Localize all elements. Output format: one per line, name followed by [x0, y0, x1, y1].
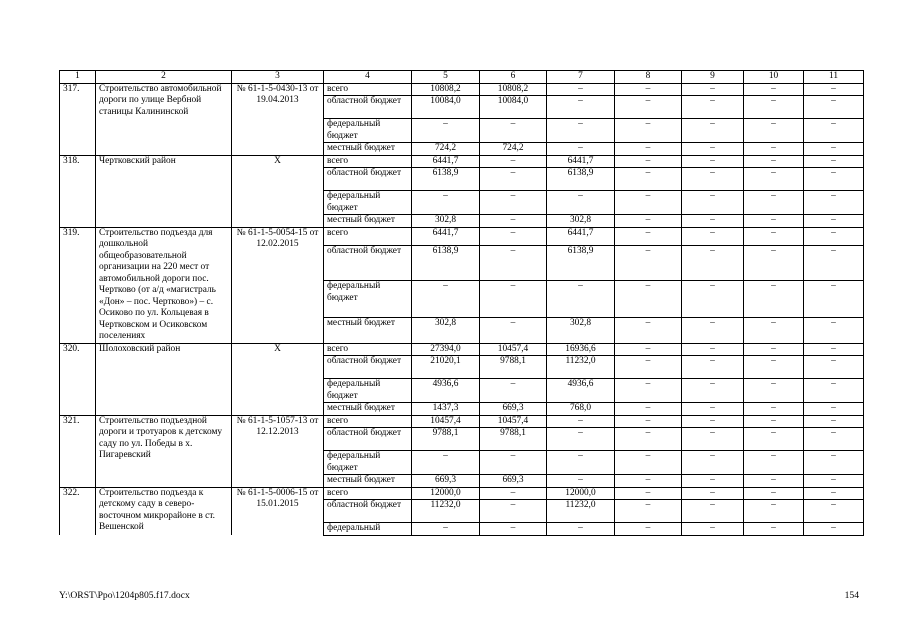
object-name: Шолоховский район — [96, 343, 232, 415]
value-cell: 9788,1 — [480, 428, 547, 451]
funding-source: всего — [324, 83, 412, 96]
value-cell: 4936,6 — [412, 379, 480, 403]
value-cell: – — [480, 215, 547, 228]
funding-source: федеральный — [324, 523, 412, 536]
value-cell: – — [480, 281, 547, 317]
value-cell: – — [480, 317, 547, 343]
value-cell: – — [682, 168, 744, 191]
value-cell: 1437,3 — [412, 403, 480, 416]
value-cell: – — [804, 143, 864, 156]
column-header: 11 — [804, 71, 864, 84]
budget-table — [59, 70, 864, 536]
column-header: 1 — [60, 71, 96, 84]
value-cell: – — [682, 428, 744, 451]
value-cell: 724,2 — [480, 143, 547, 156]
value-cell: – — [744, 155, 804, 168]
value-cell: 6441,7 — [412, 155, 480, 168]
value-cell: – — [480, 487, 547, 500]
object-name: Чертковский район — [96, 155, 232, 227]
value-cell: – — [804, 83, 864, 96]
value-cell: – — [615, 356, 682, 379]
value-cell: – — [744, 343, 804, 356]
value-cell: – — [615, 487, 682, 500]
value-cell: 11232,0 — [547, 356, 615, 379]
value-cell: – — [682, 403, 744, 416]
value-cell: – — [615, 343, 682, 356]
value-cell: – — [804, 487, 864, 500]
funding-source: областной бюджет — [324, 428, 412, 451]
value-cell: 6441,7 — [547, 227, 615, 246]
value-cell: – — [804, 356, 864, 379]
value-cell: 302,8 — [547, 215, 615, 228]
value-cell: 669,3 — [480, 475, 547, 488]
value-cell: – — [615, 451, 682, 475]
value-cell: 6138,9 — [547, 246, 615, 281]
document-path: Y:\ORST\Ppo\1204p805.f17.docx — [59, 590, 190, 601]
value-cell: – — [682, 246, 744, 281]
column-header: 3 — [232, 71, 324, 84]
value-cell: – — [412, 191, 480, 215]
value-cell: – — [480, 227, 547, 246]
value-cell: – — [744, 83, 804, 96]
value-cell: – — [744, 523, 804, 536]
value-cell: – — [547, 475, 615, 488]
value-cell: 10084,0 — [412, 96, 480, 119]
registration-number: № 61-1-5-0054-15 от 12.02.2015 — [232, 227, 324, 343]
record-number: 317. — [60, 83, 96, 155]
object-name: Строительство подъезда к детскому саду в северо-восточном микрорайоне в ст. Вешенской — [96, 487, 232, 535]
value-cell: – — [412, 119, 480, 143]
value-cell: – — [480, 191, 547, 215]
value-cell: – — [480, 500, 547, 523]
funding-source: областной бюджет — [324, 356, 412, 379]
value-cell: – — [744, 246, 804, 281]
value-cell: – — [804, 403, 864, 416]
value-cell: 6138,9 — [412, 168, 480, 191]
value-cell: – — [480, 379, 547, 403]
registration-number: № 61-1-5-0430-13 от 19.04.2013 — [232, 83, 324, 155]
value-cell: 21020,1 — [412, 356, 480, 379]
value-cell: – — [744, 215, 804, 228]
funding-source: федеральный бюджет — [324, 379, 412, 403]
record-number: 320. — [60, 343, 96, 415]
value-cell: – — [682, 343, 744, 356]
value-cell: – — [480, 246, 547, 281]
value-cell: – — [547, 119, 615, 143]
page-number: 154 — [844, 590, 859, 601]
value-cell: – — [804, 246, 864, 281]
value-cell: – — [682, 96, 744, 119]
value-cell: – — [744, 451, 804, 475]
value-cell: – — [615, 143, 682, 156]
value-cell: – — [412, 523, 480, 536]
value-cell: – — [412, 451, 480, 475]
value-cell: – — [804, 191, 864, 215]
value-cell: – — [682, 451, 744, 475]
value-cell: – — [744, 500, 804, 523]
value-cell: – — [615, 500, 682, 523]
value-cell: – — [804, 119, 864, 143]
value-cell: – — [615, 317, 682, 343]
value-cell: – — [744, 281, 804, 317]
value-cell: – — [547, 143, 615, 156]
value-cell: – — [682, 500, 744, 523]
value-cell: – — [682, 281, 744, 317]
value-cell: – — [682, 317, 744, 343]
value-cell: – — [744, 379, 804, 403]
table-row — [60, 415, 864, 428]
value-cell: 16936,6 — [547, 343, 615, 356]
value-cell: – — [547, 281, 615, 317]
funding-source: областной бюджет — [324, 246, 412, 281]
value-cell: – — [480, 155, 547, 168]
record-number: 318. — [60, 155, 96, 227]
funding-source: всего — [324, 227, 412, 246]
value-cell: – — [804, 155, 864, 168]
funding-source: федеральный бюджет — [324, 451, 412, 475]
table-row — [60, 487, 864, 500]
value-cell: 10457,4 — [480, 415, 547, 428]
value-cell: – — [682, 83, 744, 96]
value-cell: – — [804, 317, 864, 343]
value-cell: – — [615, 246, 682, 281]
value-cell: 4936,6 — [547, 379, 615, 403]
value-cell: 10808,2 — [480, 83, 547, 96]
value-cell: – — [615, 155, 682, 168]
value-cell: – — [744, 403, 804, 416]
funding-source: местный бюджет — [324, 475, 412, 488]
value-cell: – — [480, 119, 547, 143]
object-name: Строительство подъезда для дошкольной общеобразовательной организации на 220 мест от автомобильной дороги пос. Чертково (от а/д «магистраль «Дон» – пос. Чертково») – с. Осиково по ул. Кольцевая в Чертковском и Осиковском поселениях — [96, 227, 232, 343]
value-cell: – — [744, 356, 804, 379]
value-cell: 10084,0 — [480, 96, 547, 119]
value-cell: 10808,2 — [412, 83, 480, 96]
funding-source: местный бюджет — [324, 403, 412, 416]
column-header: 8 — [615, 71, 682, 84]
table-row — [60, 343, 864, 356]
column-header: 6 — [480, 71, 547, 84]
value-cell: – — [615, 475, 682, 488]
table-row — [60, 227, 864, 246]
value-cell: – — [804, 227, 864, 246]
funding-source: федеральный бюджет — [324, 119, 412, 143]
value-cell: 6441,7 — [412, 227, 480, 246]
value-cell: – — [615, 191, 682, 215]
value-cell: – — [804, 343, 864, 356]
value-cell: – — [547, 451, 615, 475]
column-header: 9 — [682, 71, 744, 84]
value-cell: – — [615, 96, 682, 119]
value-cell: 302,8 — [412, 317, 480, 343]
value-cell: – — [480, 168, 547, 191]
value-cell: – — [480, 451, 547, 475]
value-cell: – — [547, 428, 615, 451]
funding-source: всего — [324, 155, 412, 168]
value-cell: – — [682, 227, 744, 246]
registration-number: № 61-1-5-1057-13 от 12.12.2013 — [232, 415, 324, 487]
table-row — [60, 155, 864, 168]
value-cell: 6138,9 — [547, 168, 615, 191]
value-cell: – — [547, 96, 615, 119]
value-cell: – — [615, 119, 682, 143]
value-cell: – — [682, 119, 744, 143]
value-cell: – — [804, 281, 864, 317]
value-cell: – — [682, 415, 744, 428]
funding-source: областной бюджет — [324, 96, 412, 119]
value-cell: – — [615, 523, 682, 536]
value-cell: – — [804, 379, 864, 403]
value-cell: – — [547, 523, 615, 536]
value-cell: – — [744, 168, 804, 191]
funding-source: всего — [324, 343, 412, 356]
value-cell: – — [804, 215, 864, 228]
value-cell: – — [682, 143, 744, 156]
value-cell: – — [744, 143, 804, 156]
header-row — [60, 71, 864, 84]
value-cell: – — [682, 215, 744, 228]
value-cell: – — [804, 415, 864, 428]
registration-number: № 61-1-5-0006-15 от 15.01.2015 — [232, 487, 324, 535]
value-cell: – — [744, 96, 804, 119]
value-cell: – — [804, 475, 864, 488]
value-cell: – — [804, 428, 864, 451]
value-cell: – — [682, 379, 744, 403]
funding-source: местный бюджет — [324, 143, 412, 156]
value-cell: – — [744, 487, 804, 500]
value-cell: – — [682, 523, 744, 536]
value-cell: 6441,7 — [547, 155, 615, 168]
value-cell: – — [744, 475, 804, 488]
value-cell: 6138,9 — [412, 246, 480, 281]
funding-source: областной бюджет — [324, 168, 412, 191]
funding-source: всего — [324, 415, 412, 428]
object-name: Строительство подъездной дороги и тротуаров к детскому саду по ул. Победы в х. Пигаревский — [96, 415, 232, 487]
value-cell: 10457,4 — [412, 415, 480, 428]
table-row — [60, 83, 864, 96]
column-header: 10 — [744, 71, 804, 84]
value-cell: – — [682, 356, 744, 379]
value-cell: – — [547, 415, 615, 428]
value-cell: 11232,0 — [412, 500, 480, 523]
value-cell: 10457,4 — [480, 343, 547, 356]
value-cell: – — [547, 83, 615, 96]
value-cell: – — [615, 403, 682, 416]
value-cell: 302,8 — [412, 215, 480, 228]
record-number: 319. — [60, 227, 96, 343]
funding-source: местный бюджет — [324, 215, 412, 228]
value-cell: – — [412, 281, 480, 317]
column-header: 4 — [324, 71, 412, 84]
value-cell: 12000,0 — [412, 487, 480, 500]
registration-number: Х — [232, 343, 324, 415]
value-cell: – — [615, 215, 682, 228]
value-cell: 11232,0 — [547, 500, 615, 523]
value-cell: – — [804, 96, 864, 119]
value-cell: – — [804, 500, 864, 523]
value-cell: – — [615, 168, 682, 191]
value-cell: 12000,0 — [547, 487, 615, 500]
value-cell: 768,0 — [547, 403, 615, 416]
column-header: 2 — [96, 71, 232, 84]
value-cell: 724,2 — [412, 143, 480, 156]
value-cell: – — [744, 415, 804, 428]
value-cell: 669,3 — [412, 475, 480, 488]
value-cell: – — [615, 428, 682, 451]
registration-number: Х — [232, 155, 324, 227]
column-header: 7 — [547, 71, 615, 84]
value-cell: – — [682, 487, 744, 500]
value-cell: – — [547, 191, 615, 215]
value-cell: 9788,1 — [480, 356, 547, 379]
object-name: Строительство автомобильной дороги по улице Вербной станицы Калининской — [96, 83, 232, 155]
record-number: 321. — [60, 415, 96, 487]
value-cell: – — [682, 475, 744, 488]
value-cell: – — [615, 281, 682, 317]
value-cell: – — [615, 379, 682, 403]
value-cell: – — [682, 191, 744, 215]
record-number: 322. — [60, 487, 96, 535]
value-cell: 27394,0 — [412, 343, 480, 356]
value-cell: – — [615, 415, 682, 428]
value-cell: 302,8 — [547, 317, 615, 343]
value-cell: 669,3 — [480, 403, 547, 416]
value-cell: – — [804, 451, 864, 475]
value-cell: – — [480, 523, 547, 536]
funding-source: всего — [324, 487, 412, 500]
value-cell: – — [744, 191, 804, 215]
value-cell: – — [744, 317, 804, 343]
value-cell: – — [682, 155, 744, 168]
funding-source: федеральный бюджет — [324, 281, 412, 317]
value-cell: – — [615, 227, 682, 246]
value-cell: – — [804, 168, 864, 191]
value-cell: 9788,1 — [412, 428, 480, 451]
column-header: 5 — [412, 71, 480, 84]
funding-source: федеральный бюджет — [324, 191, 412, 215]
value-cell: – — [804, 523, 864, 536]
value-cell: – — [744, 428, 804, 451]
value-cell: – — [615, 83, 682, 96]
funding-source: местный бюджет — [324, 317, 412, 343]
value-cell: – — [744, 227, 804, 246]
funding-source: областной бюджет — [324, 500, 412, 523]
value-cell: – — [744, 119, 804, 143]
